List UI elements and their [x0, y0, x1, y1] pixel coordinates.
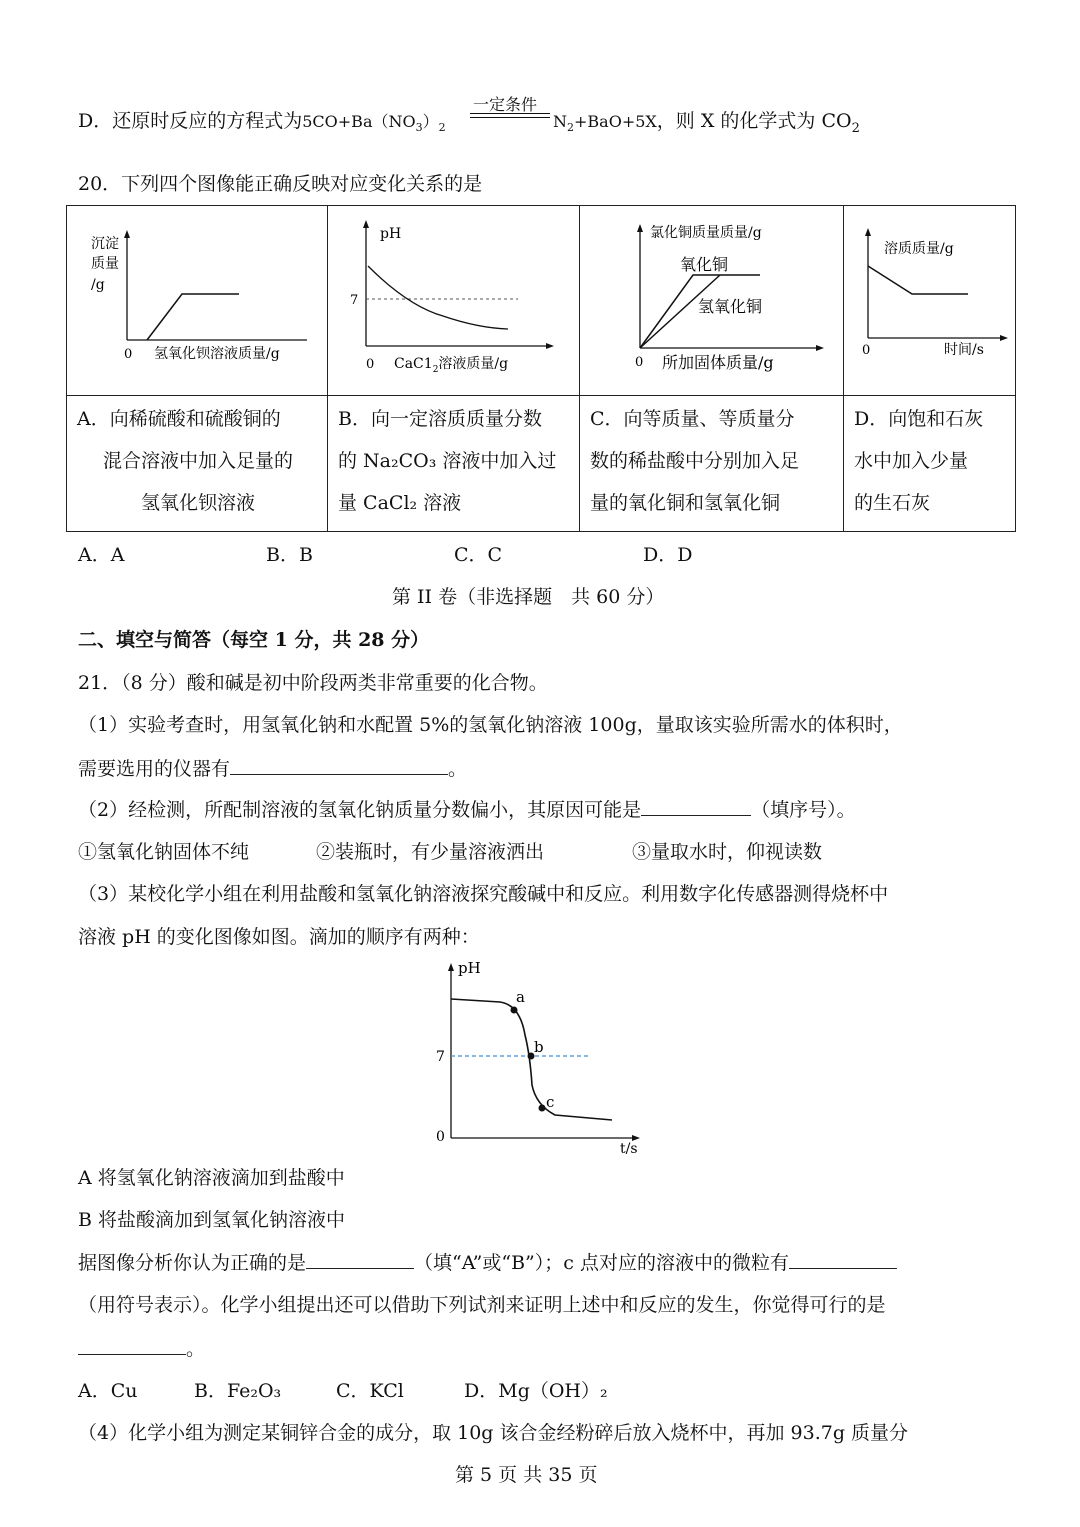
graph-a-xlabel: 氢氧化钡溶液质量/g: [154, 346, 280, 362]
ph-graph-xlabel: t/s: [620, 1141, 638, 1157]
blank-particles[interactable]: [789, 1250, 897, 1269]
q21-p3b: 溶液 pH 的变化图像如图。滴加的顺序有两种：: [78, 926, 480, 948]
q20-choice-c[interactable]: C．C: [454, 544, 503, 566]
option-b-desc: B．向一定溶质质量分数 的 Na₂CO₃ 溶液中加入过 量 CaCl₂ 溶液: [328, 396, 580, 532]
graph-a-ylabel-2: 质量: [91, 256, 119, 272]
q21-p2-opt-1: ①氢氧化钠固体不纯: [78, 841, 250, 863]
volume-title: 第 II 卷（非选择题 共 60 分）: [392, 586, 665, 608]
q19d-prefix: D．还原时反应的方程式为: [78, 110, 303, 132]
order-a: A 将氢氧化钠溶液滴加到盐酸中: [78, 1167, 345, 1189]
order-b: B 将盐酸滴加到氢氧化钠溶液中: [78, 1209, 346, 1231]
graph-cell-b: [328, 206, 580, 396]
q20-table: [66, 205, 1016, 532]
graph-cell-a: [67, 206, 328, 396]
ph-graph-ytick-7: 7: [436, 1049, 445, 1065]
q21-p2-opt-2: ②装瓶时，有少量溶液洒出: [316, 841, 545, 863]
graph-a-origin: 0: [124, 347, 133, 362]
reagent-d: D．Mg（OH）₂: [464, 1380, 608, 1402]
graph-c-line-cuoh2: 氢氧化铜: [698, 297, 763, 316]
q21-p3a: （3）某校化学小组在利用盐酸和氢氧化钠溶液探究酸碱中和反应。利用数字化传感器测得烧杯中: [78, 883, 889, 905]
ph-graph-ylabel: pH: [458, 959, 481, 977]
q21-p3c: 据图像分析你认为正确的是 （填“A”或“B”）；c 点对应的溶液中的微粒有: [78, 1250, 897, 1276]
reagent-b: B．Fe₂O₃: [194, 1380, 282, 1402]
blank-reagent[interactable]: [78, 1336, 186, 1355]
q21-p3d: （用符号表示）。化学小组提出还可以借助下列试剂来证明上述中和反应的发生，你觉得可行的是: [78, 1294, 886, 1316]
ph-graph-label-b: b: [534, 1038, 544, 1056]
reagent-c: C．KCl: [336, 1380, 404, 1402]
q19d-line: [78, 108, 446, 141]
graph-b-xlabel: $CaC1_2$溶液质量/g: [394, 356, 509, 375]
graph-b-origin: 0: [366, 357, 375, 372]
graph-c-origin: 0: [635, 355, 644, 370]
blank-order[interactable]: [306, 1250, 414, 1269]
blank-reason[interactable]: [641, 797, 751, 816]
graph-c-xlabel: 所加固体质量/g: [662, 353, 774, 372]
page-footer: 第 5 页 共 35 页: [455, 1464, 598, 1486]
q20-choice-b[interactable]: B．B: [266, 544, 313, 566]
graph-a: [67, 206, 325, 391]
q19d-eq-left: $5CO+Ba(NO_3)_2$: [302, 112, 446, 135]
q21-p1a: （1）实验考查时，用氢氧化钠和水配置 5%的氢氧化钠溶液 100g，量取该实验所需水的体积时，: [78, 714, 903, 736]
graph-d-origin: 0: [862, 343, 871, 358]
equation-arrow-line-bottom: [470, 117, 550, 118]
graph-cell-c: [580, 206, 844, 396]
ph-graph-label-a: a: [516, 988, 525, 1006]
q20-stem: 20．下列四个图像能正确反映对应变化关系的是: [78, 173, 483, 195]
reaction-condition: 一定条件: [473, 95, 538, 114]
q21-p1b: 需要选用的仪器有 。: [78, 758, 468, 780]
graph-c-line-cuo: 氧化铜: [680, 255, 729, 274]
graph-b: [328, 206, 578, 391]
ph-graph-label-c: c: [546, 1093, 555, 1111]
graph-d: [844, 206, 1014, 391]
reagent-a: A．Cu: [78, 1380, 138, 1402]
graph-c-ylabel: 氯化铜质量质量/g: [650, 225, 762, 241]
point-a: [511, 1007, 518, 1014]
graph-b-ylabel: pH: [380, 226, 402, 242]
graph-d-xlabel: 时间/s: [944, 342, 984, 358]
ph-graph-origin: 0: [436, 1129, 445, 1145]
graph-a-ylabel-3: /g: [91, 277, 105, 293]
graph-a-ylabel-1: 沉淀: [91, 236, 119, 252]
graph-cell-d: [844, 206, 1016, 396]
q21-p2-opt-3: ③量取水时，仰视读数: [632, 841, 823, 863]
q21-p3e: 。: [78, 1336, 205, 1362]
section-heading: 二、填空与简答（每空 1 分，共 28 分）: [78, 629, 430, 651]
q20-choice-d[interactable]: D．D: [643, 544, 693, 566]
blank-instruments[interactable]: [230, 756, 448, 775]
option-a-desc: A．向稀硫酸和硫酸铜的 混合溶液中加入足量的 氢氧化钡溶液: [67, 396, 328, 532]
point-c: [539, 1105, 546, 1112]
graph-b-ytick-7: 7: [350, 293, 359, 308]
option-c-desc: C．向等质量、等质量分 数的稀盐酸中分别加入足 量的氧化铜和氢氧化铜: [580, 396, 844, 532]
q20-choice-a[interactable]: A．A: [78, 544, 125, 566]
q19d-eq-right: $N_2+BaO+5X$，则 X 的化学式为 $CO_2$: [553, 110, 860, 136]
equation-arrow-line-top: [470, 113, 550, 114]
q21-p4: （4）化学小组为测定某铜锌合金的成分，取 10g 该合金经粉碎后放入烧杯中，再加 93.7g 质量分: [78, 1422, 909, 1444]
option-d-desc: D．向饱和石灰 水中加入少量 的生石灰: [844, 396, 1016, 532]
graph-c: [580, 206, 842, 391]
ph-titration-graph: [420, 955, 660, 1160]
graph-d-ylabel: 溶质质量/g: [884, 241, 954, 257]
q21-p2: （2）经检测，所配制溶液的氢氧化钠质量分数偏小，其原因可能是 （填序号）。: [78, 799, 856, 821]
q21-stem: 21．（8 分）酸和碱是初中阶段两类非常重要的化合物。: [78, 672, 548, 694]
